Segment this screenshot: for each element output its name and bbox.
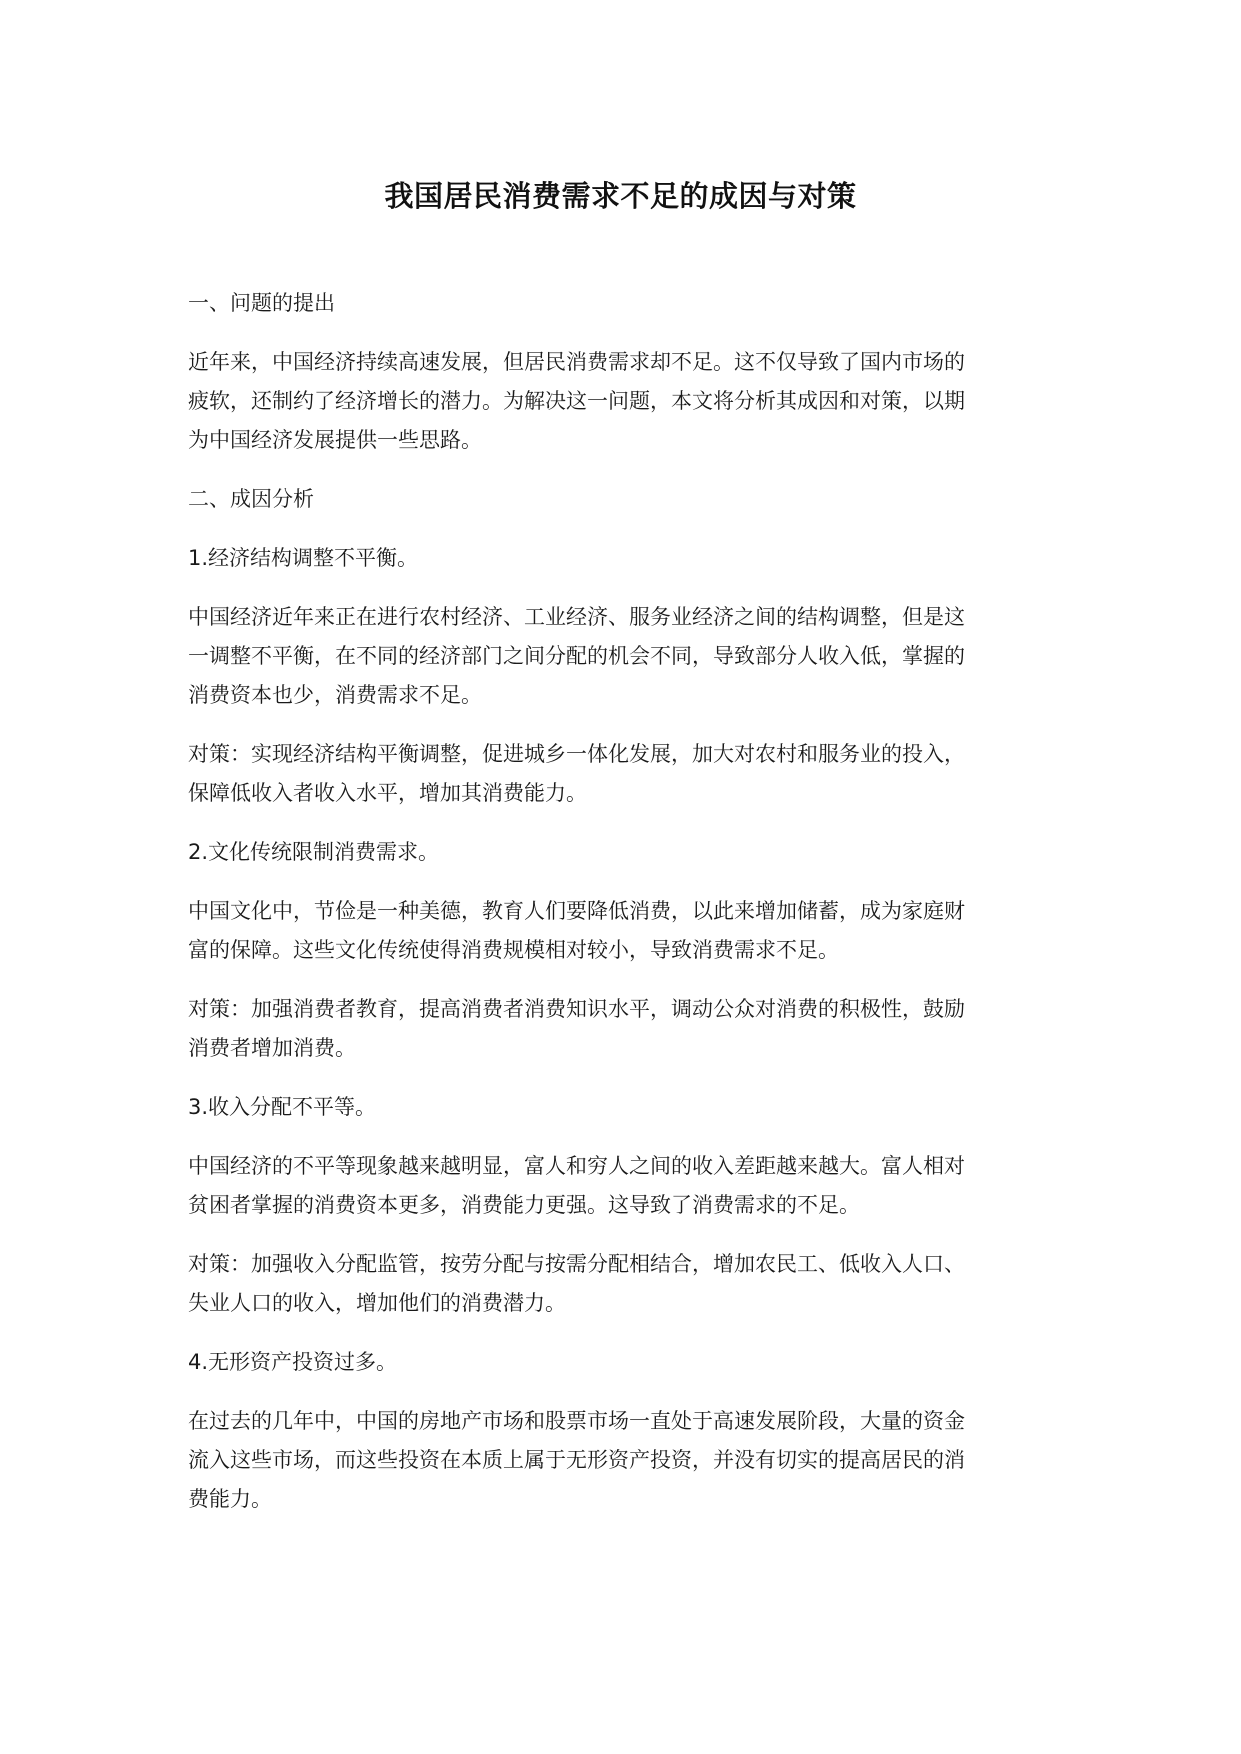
text-line: 2.文化传统限制消费需求。 [188,840,440,864]
paragraph-spacer [188,1323,1044,1343]
paragraph [188,735,1044,813]
section-heading [188,833,1044,872]
paragraph-spacer [188,578,1044,598]
text-line: 疲软，还制约了经济增长的潜力。为解决这一问题，本文将分析其成因和对策，以期 [188,389,965,413]
paragraph-spacer [188,460,1044,480]
text-line: 中国文化中，节俭是一种美德，教育人们要降低消费，以此来增加储蓄，成为家庭财 [188,899,965,923]
text-line: 流入这些市场，而这些投资在本质上属于无形资产投资，并没有切实的提高居民的消 [188,1448,965,1472]
text-line: 消费者增加消费。 [188,1036,356,1060]
text-line: 保障低收入者收入水平，增加其消费能力。 [188,781,587,805]
paragraph [188,1402,1044,1519]
text-line: 近年来，中国经济持续高速发展，但居民消费需求却不足。这不仅导致了国内市场的 [188,350,965,374]
text-line: 一、问题的提出 [188,291,335,315]
paragraph-spacer [188,519,1044,539]
paragraph [188,892,1044,970]
paragraph-spacer [188,1382,1044,1402]
text-line: 中国经济近年来正在进行农村经济、工业经济、服务业经济之间的结构调整，但是这 [188,605,965,629]
document-body [188,284,1044,1519]
section-heading [188,480,1044,519]
paragraph [188,1245,1044,1323]
text-line: 4.无形资产投资过多。 [188,1350,398,1374]
paragraph-spacer [188,813,1044,833]
text-line: 二、成因分析 [188,487,314,511]
text-line: 在过去的几年中，中国的房地产市场和股票市场一直处于高速发展阶段，大量的资金 [188,1409,965,1433]
section-heading [188,1343,1044,1382]
paragraph [188,598,1044,715]
section-heading [188,1088,1044,1127]
paragraph [188,990,1044,1068]
section-heading [188,539,1044,578]
text-line: 中国经济的不平等现象越来越明显，富人和穷人之间的收入差距越来越大。富人相对 [188,1154,965,1178]
paragraph-spacer [188,323,1044,343]
paragraph-spacer [188,1068,1044,1088]
text-line: 为中国经济发展提供一些思路。 [188,428,482,452]
paragraph [188,1147,1044,1225]
text-line: 对策：实现经济结构平衡调整，促进城乡一体化发展，加大对农村和服务业的投入， [188,742,965,766]
text-line: 费能力。 [188,1487,272,1511]
text-line: 对策：加强收入分配监管，按劳分配与按需分配相结合，增加农民工、低收入人口、 [188,1252,965,1276]
paragraph-spacer [188,872,1044,892]
section-heading [188,284,1044,323]
text-line: 1.经济结构调整不平衡。 [188,546,419,570]
text-line: 消费资本也少，消费需求不足。 [188,683,482,707]
paragraph-spacer [188,1225,1044,1245]
text-line: 对策：加强消费者教育，提高消费者消费知识水平，调动公众对消费的积极性，鼓励 [188,997,965,1021]
paragraph-spacer [188,715,1044,735]
paragraph [188,343,1044,460]
text-line: 3.收入分配不平等。 [188,1095,377,1119]
text-line: 富的保障。这些文化传统使得消费规模相对较小，导致消费需求不足。 [188,938,839,962]
text-line: 一调整不平衡，在不同的经济部门之间分配的机会不同，导致部分人收入低，掌握的 [188,644,965,668]
document-title: 我国居民消费需求不足的成因与对策 [384,179,857,213]
text-line: 失业人口的收入，增加他们的消费潜力。 [188,1291,566,1315]
text-line: 贫困者掌握的消费资本更多，消费能力更强。这导致了消费需求的不足。 [188,1193,860,1217]
paragraph-spacer [188,1127,1044,1147]
paragraph-spacer [188,970,1044,990]
